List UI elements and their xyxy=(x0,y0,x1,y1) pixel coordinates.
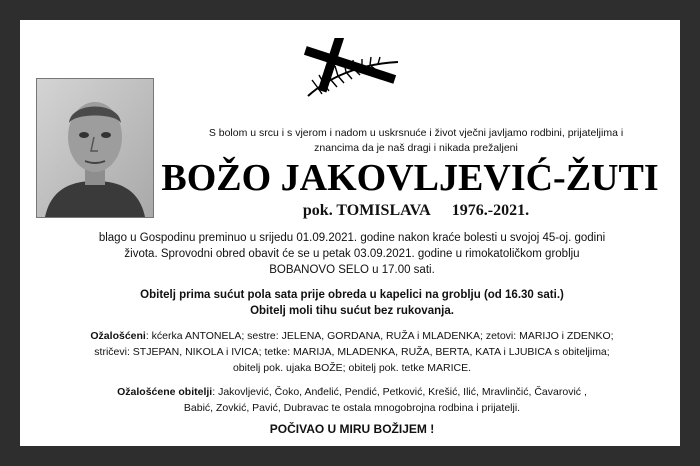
deceased-subtitle xyxy=(166,202,666,220)
intro-line-2: znancima da je naš dragi i nikada prežaljeni xyxy=(314,142,518,154)
portrait-photo xyxy=(36,78,154,218)
closing-text: POČIVAO U MIRU BOŽIJEM ! xyxy=(269,422,435,436)
condolence-text xyxy=(42,287,662,319)
mourners-list xyxy=(42,328,662,376)
life-years: 1976.-2021. xyxy=(451,202,530,219)
families-line-1 xyxy=(42,384,662,400)
intro-line-1: S bolom u srcu i s vjerom i nadom u uskrsnuće i život vječni javljamo rodbini, prijateljima i xyxy=(208,127,624,139)
obituary-card xyxy=(20,20,680,446)
announcement-line-1: blago u Gospodinu preminuo u srijedu 01.09.2021. godine nakon kraće bolesti u svojoj 45-oj. godini xyxy=(98,232,606,244)
mourners-line-1-text: : kćerka ANTONELA; sestre: JELENA, GORDANA, RUŽA i MLADENKA; zetovi: MARIJO i ZDENKO; xyxy=(145,330,614,342)
deceased-name: BOŽO JAKOVLJEVIĆ-ŽUTI xyxy=(161,157,659,199)
announcement-text xyxy=(42,230,662,278)
father-name: pok. TOMISLAVA xyxy=(302,202,430,219)
families-list xyxy=(42,384,662,416)
announcement-line-3: BOBANOVO SELO u 17.00 sati. xyxy=(269,264,435,276)
cross-with-palm-icon xyxy=(288,38,410,100)
condolence-line-1: Obitelj prima sućut pola sata prije obreda u kapelici na groblju (od 16.30 sati.) xyxy=(140,289,564,301)
mourners-line-2: stričevi: STJEPAN, NIKOLA i IVICA; tetke: MARIJA, MLADENKA, RUŽA, BERTA, KATA i LJUBICA s obiteljima; xyxy=(94,346,610,358)
condolence-line-2: Obitelj moli tihu sućut bez rukovanja. xyxy=(250,305,454,317)
announcement-line-2: života. Sprovodni obred obavit će se u petak 03.09.2021. godine u rimokatoličkom groblju xyxy=(124,248,580,260)
families-line-2: Babić, Zovkić, Pavić, Dubravac te ostala mnogobrojna rodbina i prijatelji. xyxy=(183,402,521,414)
mourners-line-1 xyxy=(42,328,662,344)
mourners-line-3: obitelj pok. ujaka BOŽE; obitelj pok. tetke MARICE. xyxy=(232,362,472,374)
intro-text xyxy=(166,126,666,156)
families-line-1-text: : Jakovljević, Čoko, Anđelić, Pendić, Petković, Krešić, Ilić, Mravlinčić, Čavarović , xyxy=(212,386,587,398)
families-label: Ožalošćene obitelji xyxy=(117,386,213,398)
mourners-label: Ožalošćeni xyxy=(90,330,146,342)
